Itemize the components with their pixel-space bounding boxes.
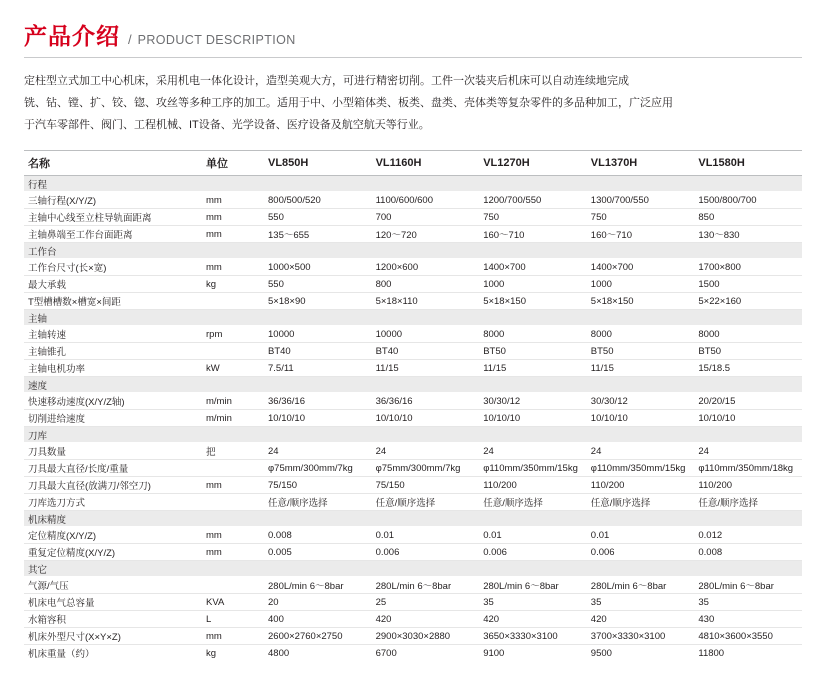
table-cell-value: 24: [372, 443, 480, 460]
table-cell-value: 1000: [587, 276, 695, 293]
table-row: [24, 594, 802, 611]
table-cell-value: 5×22×160: [694, 293, 802, 310]
table-cell-value: 3650×3330×3100: [479, 628, 587, 645]
title-separator: /: [128, 32, 132, 47]
column-header-model-1: VL850H: [264, 151, 372, 176]
table-row: [24, 527, 802, 544]
table-cell-unit: [202, 460, 264, 477]
table-cell-value: 10/10/10: [694, 410, 802, 427]
table-cell-value: 75/150: [264, 477, 372, 494]
table-group-label: 速度: [24, 377, 802, 393]
header-divider: [24, 57, 802, 58]
table-cell-name: 快速移动速度(X/Y/Z轴): [24, 393, 202, 410]
table-cell-value: 0.012: [694, 527, 802, 544]
table-cell-unit: KVA: [202, 594, 264, 611]
table-cell-unit: m/min: [202, 410, 264, 427]
table-row: [24, 209, 802, 226]
table-row: [24, 645, 802, 662]
table-cell-value: 0.006: [372, 544, 480, 561]
table-cell-value: 8000: [587, 326, 695, 343]
table-cell-name: 刀库选刀方式: [24, 494, 202, 511]
table-cell-value: 430: [694, 611, 802, 628]
table-cell-name: 主轴转速: [24, 326, 202, 343]
page-title-cn: 产品介绍: [24, 23, 120, 49]
table-cell-value: 0.008: [264, 527, 372, 544]
table-cell-value: 1700×800: [694, 259, 802, 276]
table-cell-name: 机床外型尺寸(X×Y×Z): [24, 628, 202, 645]
table-cell-value: 30/30/12: [479, 393, 587, 410]
table-cell-value: 1500: [694, 276, 802, 293]
table-cell-value: 30/30/12: [587, 393, 695, 410]
table-cell-value: 任意/顺序选择: [479, 494, 587, 511]
table-cell-value: 11/15: [372, 360, 480, 377]
table-cell-value: 0.01: [479, 527, 587, 544]
table-cell-value: 11/15: [587, 360, 695, 377]
table-group-row: [24, 561, 802, 577]
table-cell-value: BT50: [694, 343, 802, 360]
table-row: [24, 393, 802, 410]
table-cell-name: 刀具数量: [24, 443, 202, 460]
table-cell-value: 1000×500: [264, 259, 372, 276]
table-header-row: [24, 151, 802, 176]
table-group-label: 刀库: [24, 427, 802, 443]
table-cell-unit: 把: [202, 443, 264, 460]
table-cell-value: 36/36/16: [264, 393, 372, 410]
table-cell-name: 主轴锥孔: [24, 343, 202, 360]
table-cell-unit: mm: [202, 192, 264, 209]
table-cell-value: 6700: [375, 647, 397, 659]
page-header: [24, 18, 802, 51]
table-cell-value: 20/20/15: [694, 393, 802, 410]
table-cell-value: 11800: [698, 647, 725, 659]
table-cell-value: 2600×2760×2750: [264, 628, 372, 645]
table-cell-value: 10/10/10: [264, 410, 372, 427]
table-row: [24, 611, 802, 628]
table-row: [24, 226, 802, 243]
table-cell-value: 10000: [372, 326, 480, 343]
table-cell-value: 36/36/16: [372, 393, 480, 410]
table-cell-value: 20: [264, 594, 372, 611]
table-cell-value: 0.01: [587, 527, 695, 544]
table-cell-value: 任意/顺序选择: [264, 494, 372, 511]
table-group-row: [24, 427, 802, 443]
table-cell-name: 主轴鼻端至工作台面距离: [24, 226, 202, 243]
table-cell-value: 24: [479, 443, 587, 460]
table-group-row: [24, 243, 802, 259]
table-cell-value: 420: [372, 611, 480, 628]
table-cell-value: 1300/700/550: [587, 192, 695, 209]
table-cell-name: 切削进给速度: [24, 410, 202, 427]
table-cell-name: 机床电气总容量: [24, 594, 202, 611]
table-cell-value: 任意/顺序选择: [587, 494, 695, 511]
table-cell-name: 三轴行程(X/Y/Z): [24, 192, 202, 209]
table-cell-value: 280L/min 6～8bar: [264, 577, 372, 594]
table-cell-value: 1100/600/600: [372, 192, 480, 209]
column-header-model-3: VL1270H: [479, 151, 587, 176]
table-cell-value: 800: [372, 276, 480, 293]
table-group-row: [24, 511, 802, 527]
table-cell-unit: [202, 293, 264, 310]
table-cell-value: 24: [587, 443, 695, 460]
table-cell-value: 2900×3030×2880: [372, 628, 480, 645]
table-cell-unit: [202, 343, 264, 360]
column-header-name: 名称: [24, 151, 202, 176]
table-cell-value: 420: [479, 611, 587, 628]
table-cell-name: 最大承载: [24, 276, 202, 293]
table-cell-value: 35: [694, 594, 802, 611]
table-cell-value: 0.006: [587, 544, 695, 561]
table-cell-value: 1500/800/700: [694, 192, 802, 209]
table-cell-value: 110/200: [479, 477, 587, 494]
table-cell-value: 25: [372, 594, 480, 611]
column-header-model-4: VL1370H: [587, 151, 695, 176]
table-group-label: 主轴: [24, 310, 802, 326]
intro-line-1: 定柱型立式加工中心机床，采用机电一体化设计，造型美观大方，可进行精密切削。工件一次装夹后机床可以自动连续地完成: [24, 75, 629, 87]
table-cell-value: 1200×600: [372, 259, 480, 276]
table-cell-value: 5×18×150: [587, 293, 695, 310]
table-cell-unit: [202, 577, 264, 594]
table-cell-value: φ75mm/300mm/7kg: [264, 460, 372, 477]
table-cell-value: 0.01: [372, 527, 480, 544]
table-cell-value: 1000: [479, 276, 587, 293]
table-group-row: [24, 310, 802, 326]
table-cell-name: 重复定位精度(X/Y/Z): [24, 544, 202, 561]
table-cell-value: 4810×3600×3550: [694, 628, 802, 645]
table-cell-value: 5×18×90: [264, 293, 372, 310]
table-cell-value: 11/15: [479, 360, 587, 377]
table-cell-name: 刀具最大直径/长度/重量: [24, 460, 202, 477]
table-row: [24, 443, 802, 460]
table-cell-value: 110/200: [587, 477, 695, 494]
table-cell-value: 0.008: [694, 544, 802, 561]
table-cell-value: 10000: [264, 326, 372, 343]
column-header-model-5: VL1580H: [694, 151, 802, 176]
table-cell-value: 135～655: [264, 226, 372, 243]
table-cell-unit: mm: [202, 628, 264, 645]
table-group-label: 工作台: [24, 243, 802, 259]
table-cell-unit: kg: [202, 276, 264, 293]
table-row: [24, 628, 802, 645]
table-cell-value: φ110mm/350mm/15kg: [479, 460, 587, 477]
table-cell-value: 75/150: [372, 477, 480, 494]
table-cell-unit: rpm: [202, 326, 264, 343]
table-cell-value: 280L/min 6～8bar: [587, 577, 695, 594]
intro-line-2: 铣、钻、镗、扩、铰、锪、攻丝等多种工序的加工。适用于中、小型箱体类、板类、盘类、壳体类等复杂零件的多品种加工，广泛应用: [24, 97, 673, 109]
table-cell-name: 工作台尺寸(长×宽): [24, 259, 202, 276]
table-row: [24, 577, 802, 594]
table-cell-value: 5×18×110: [372, 293, 480, 310]
table-cell-value: φ75mm/300mm/7kg: [372, 460, 480, 477]
table-cell-value: 160～710: [587, 226, 695, 243]
table-cell-unit: mm: [202, 226, 264, 243]
table-group-label: 机床精度: [24, 511, 802, 527]
table-cell-value: 800/500/520: [264, 192, 372, 209]
table-cell-value: 7.5/11: [264, 360, 372, 377]
table-cell-value: φ110mm/350mm/15kg: [587, 460, 695, 477]
table-cell-value: BT40: [372, 343, 480, 360]
table-cell-value: 1400×700: [587, 259, 695, 276]
table-cell-unit: mm: [202, 259, 264, 276]
table-cell-name: 机床重量（约）: [28, 649, 95, 660]
table-cell-value: φ110mm/350mm/18kg: [694, 460, 802, 477]
specification-table: [24, 150, 802, 661]
table-cell-value: 750: [479, 209, 587, 226]
table-cell-unit: m/min: [202, 393, 264, 410]
table-group-label: 其它: [24, 561, 802, 577]
column-header-model-2: VL1160H: [372, 151, 480, 176]
table-row: [24, 410, 802, 427]
table-cell-value: 9100: [483, 647, 505, 659]
table-row: [24, 192, 802, 209]
table-cell-value: 10/10/10: [372, 410, 480, 427]
table-cell-value: 120～720: [372, 226, 480, 243]
table-cell-value: 130～830: [694, 226, 802, 243]
table-cell-name: 刀具最大直径(放满刀/邻空刀): [24, 477, 202, 494]
table-cell-value: 9500: [590, 647, 612, 659]
table-cell-value: 0.005: [264, 544, 372, 561]
table-cell-value: 750: [587, 209, 695, 226]
table-cell-unit: kg: [206, 647, 217, 659]
table-cell-name: T型槽槽数×槽宽×间距: [24, 293, 202, 310]
table-row: [24, 259, 802, 276]
table-cell-value: 1400×700: [479, 259, 587, 276]
table-row: [24, 544, 802, 561]
table-cell-value: 3700×3330×3100: [587, 628, 695, 645]
table-cell-value: 任意/顺序选择: [694, 494, 802, 511]
table-cell-value: 4800: [268, 647, 290, 659]
table-cell-name: 主轴电机功率: [24, 360, 202, 377]
table-cell-value: 8000: [694, 326, 802, 343]
table-cell-value: 任意/顺序选择: [372, 494, 480, 511]
table-cell-value: 700: [372, 209, 480, 226]
table-cell-unit: mm: [202, 209, 264, 226]
table-cell-value: 280L/min 6～8bar: [479, 577, 587, 594]
table-cell-value: 400: [264, 611, 372, 628]
table-cell-unit: mm: [202, 477, 264, 494]
page-title-en: PRODUCT DESCRIPTION: [137, 33, 296, 47]
table-row: [24, 343, 802, 360]
table-group-row: [24, 176, 802, 192]
table-group-row: [24, 377, 802, 393]
table-cell-unit: [202, 494, 264, 511]
table-cell-value: 0.006: [479, 544, 587, 561]
table-cell-unit: kW: [202, 360, 264, 377]
table-cell-value: BT40: [264, 343, 372, 360]
table-row: [24, 326, 802, 343]
table-cell-value: 420: [587, 611, 695, 628]
column-header-unit: 单位: [202, 151, 264, 176]
table-cell-unit: L: [202, 611, 264, 628]
table-row: [24, 293, 802, 310]
table-cell-value: 160～710: [479, 226, 587, 243]
table-cell-name: 定位精度(X/Y/Z): [24, 527, 202, 544]
table-row: [24, 477, 802, 494]
table-cell-value: 550: [264, 276, 372, 293]
table-cell-value: 280L/min 6～8bar: [372, 577, 480, 594]
table-cell-value: 35: [587, 594, 695, 611]
intro-line-3: 于汽车零部件、阀门、工程机械、IT设备、光学设备、医疗设备及航空航天等行业。: [24, 119, 430, 131]
table-cell-value: BT50: [587, 343, 695, 360]
table-cell-value: 110/200: [694, 477, 802, 494]
table-cell-value: 24: [694, 443, 802, 460]
table-cell-name: 主轴中心线至立柱导轨面距离: [24, 209, 202, 226]
table-cell-name: 气源/气压: [24, 577, 202, 594]
table-row: [24, 276, 802, 293]
table-cell-value: 15/18.5: [694, 360, 802, 377]
table-cell-value: 5×18×150: [479, 293, 587, 310]
table-body: [24, 176, 802, 662]
table-cell-value: 24: [264, 443, 372, 460]
table-row: [24, 494, 802, 511]
table-row: [24, 360, 802, 377]
table-cell-value: 850: [694, 209, 802, 226]
table-cell-value: 280L/min 6～8bar: [694, 577, 802, 594]
table-cell-value: BT50: [479, 343, 587, 360]
table-cell-value: 35: [479, 594, 587, 611]
table-cell-value: 8000: [479, 326, 587, 343]
table-cell-value: 10/10/10: [587, 410, 695, 427]
table-row: [24, 460, 802, 477]
table-cell-unit: mm: [202, 544, 264, 561]
table-cell-unit: mm: [202, 527, 264, 544]
intro-paragraph: [24, 70, 802, 136]
table-cell-value: 10/10/10: [479, 410, 587, 427]
table-group-label: 行程: [24, 176, 802, 192]
table-cell-value: 550: [264, 209, 372, 226]
table-cell-name: 水箱容积: [24, 611, 202, 628]
table-cell-value: 1200/700/550: [479, 192, 587, 209]
